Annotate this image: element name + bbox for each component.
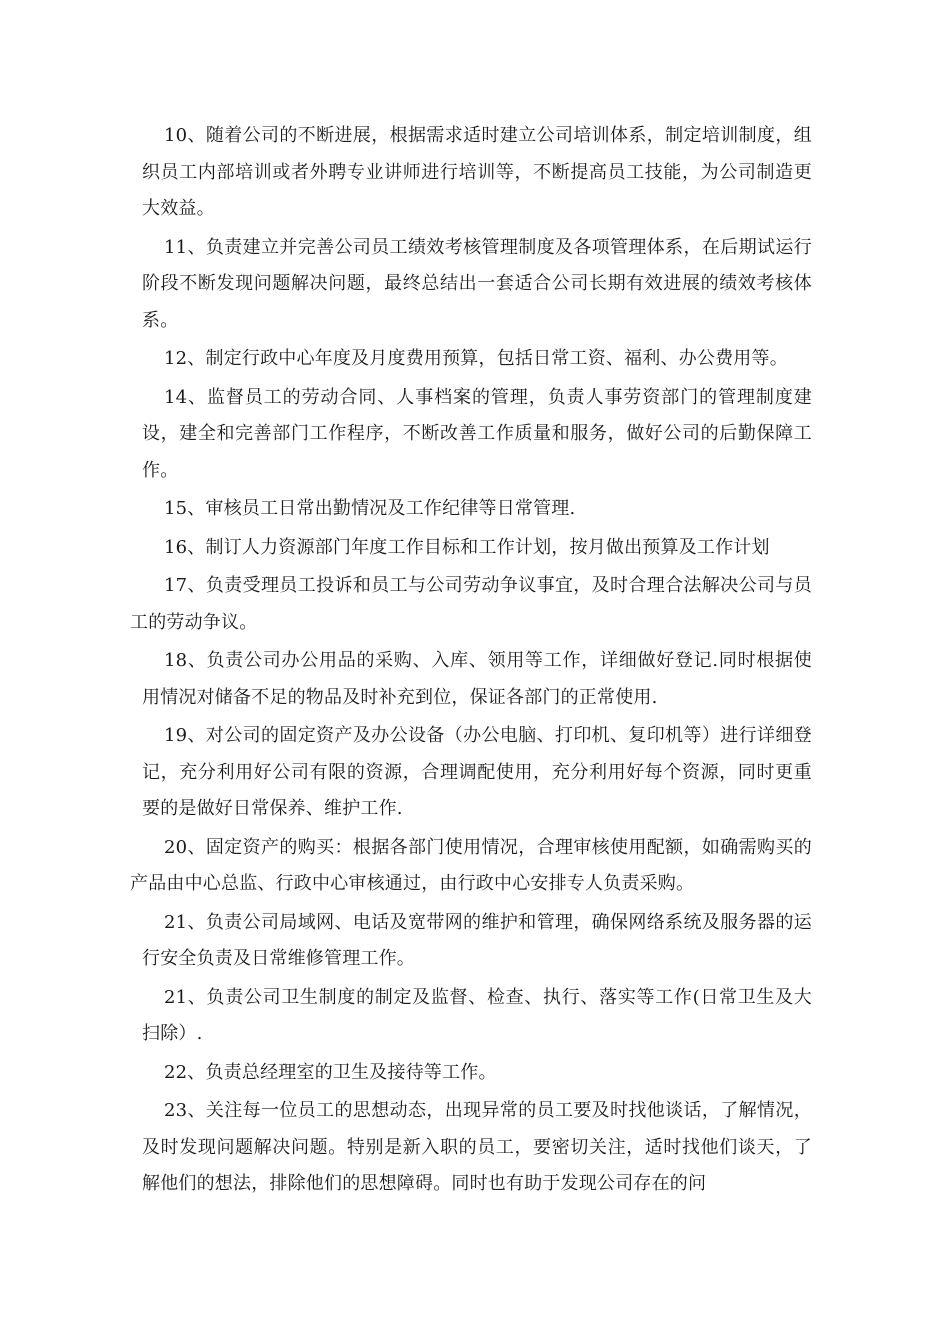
paragraph-20: 20、固定资产的购买：根据各部门使用情况，合理审核使用配额，如确需购买的产品由中心总监、行政中心审核通过，由行政中心安排专人负责采购。 xyxy=(130,836,812,894)
document-body xyxy=(130,118,812,1205)
paragraph-12: 12、制定行政中心年度及月度费用预算，包括日常工资、福利、办公费用等。 xyxy=(164,348,788,369)
paragraph-22: 22、负责总经理室的卫生及接待等工作。 xyxy=(164,1061,497,1083)
paragraph-14: 14、监督员工的劳动合同、人事档案的管理，负责人事劳资部门的管理制度建设，建全和完善部门工作程序，不断改善工作质量和服务，做好公司的后勤保障工作。 xyxy=(142,386,812,481)
paragraph-23: 23、关注每一位员工的思想动态，出现异常的员工要及时找他谈话，了解情况，及时发现问题解决问题。特别是新入职的员工，要密切关注，适时找他们谈天，了解他们的想法，排除他们的思想障碍。同时也有助于发现公司存在的问 xyxy=(142,1100,812,1194)
paragraph-21b: 21、负责公司卫生制度的制定及监督、检查、执行、落实等工作(日常卫生及大扫除）. xyxy=(142,986,812,1044)
paragraph-19: 19、对公司的固定资产及办公设备（办公电脑、打印机、复印机等）进行详细登记，充分利用好公司有限的资源，合理调配使用，充分利用好每个资源，同时更重要的是做好日常保养、维护工作. xyxy=(142,725,812,819)
paragraph-21a: 21、负责公司局域网、电话及宽带网的维护和管理，确保网络系统及服务器的运行安全负责及日常维修管理工作。 xyxy=(142,911,812,969)
paragraph-15: 15、审核员工日常出勤情况及工作纪律等日常管理. xyxy=(164,498,576,519)
paragraph-16: 16、制订人力资源部门年度工作目标和工作计划，按月做出预算及工作计划 xyxy=(164,536,770,558)
paragraph-10: 10、随着公司的不断进展，根据需求适时建立公司培训体系，制定培训制度，组织员工内部培训或者外聘专业讲师进行培训等，不断提高员工技能，为公司制造更大效益。 xyxy=(142,125,812,219)
paragraph-17: 17、负责受理员工投诉和员工与公司劳动争议事宜，及时合理合法解决公司与员工的劳动争议。 xyxy=(130,575,812,633)
paragraph-18: 18、负责公司办公用品的采购、入库、领用等工作，详细做好登记.同时根据使用情况对储备不足的物品及时补充到位，保证各部门的正常使用. xyxy=(142,650,812,708)
paragraph-11: 11、负责建立并完善公司员工绩效考核管理制度及各项管理体系，在后期试运行阶段不断发现问题解决问题，最终总结出一套适合公司长期有效进展的绩效考核体系。 xyxy=(142,236,812,331)
